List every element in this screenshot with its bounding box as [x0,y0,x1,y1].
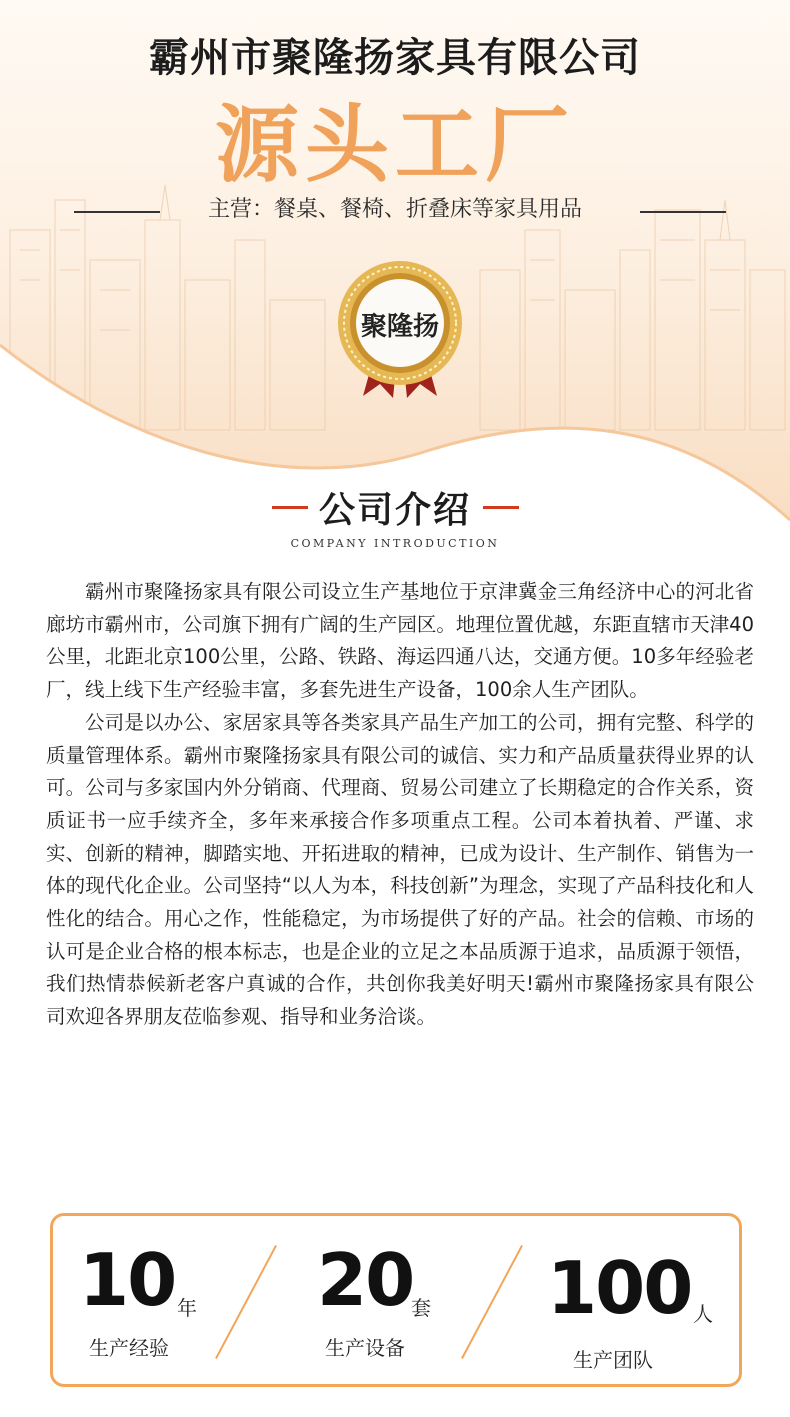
main-business-text: 主营：餐桌、餐椅、折叠床等家具用品 [207,197,582,222]
hero-banner [0,0,790,545]
stats-panel [50,1213,742,1387]
stat-experience-label: 生产经验 [89,1336,169,1360]
company-intro-text [46,576,754,1034]
stat-experience-number: 10 [79,1238,176,1322]
section-subtitle: COMPANY INTRODUCTION [290,537,500,550]
stat-team-number: 100 [547,1246,692,1330]
stat-equipment-number: 20 [317,1238,414,1322]
slogan-source-factory: 源头工厂 [214,96,575,194]
stat-equipment-unit: 套 [411,1296,431,1320]
intro-paragraph-2: 公司是以办公、家居家具等各类家具产品生产加工的公司，拥有完整、科学的质量管理体系。霸州市聚隆扬家具有限公司的诚信、实力和产品质量获得业界的认可。公司与多家国内外分销商、代理商、贸易公司建立了长期稳定的合作关系，资质证书一应手续齐全，多年来承接合作多项重点工程。公司本着执着、严谨、求实、创新的精神，脚踏实地、开拓进取的精神，已成为设计、生产制作、销售为一体的现代化企业。公司坚持“以人为本，科技创新”为理念，实现了产品科技化和人性化的结合。用心之作，性能稳定，为市场提供了好的产品。社会的信赖、市场的认可是企业合格的根本标志，也是企业的立足之本品质源于追求，品质源于领悟，我们热情恭候新老客户真诚的合作，共创你我美好明天!霸州市聚隆扬家具有限公司欢迎各界朋友莅临参观、指导和业务洽谈。 [46,710,754,1029]
divider-line-right [640,211,726,213]
stats-divider-1 [215,1245,277,1359]
stats-divider-2 [461,1245,523,1359]
stat-experience-unit: 年 [177,1296,197,1320]
company-name: 霸州市聚隆扬家具有限公司 [149,35,641,81]
section-title: 公司介绍 [318,490,471,531]
stat-equipment-label: 生产设备 [325,1336,405,1360]
stat-team-unit: 人 [693,1302,713,1326]
medal-brand-text: 聚隆扬 [360,312,439,342]
title-dash-right [483,506,519,509]
stat-team-label: 生产团队 [573,1348,653,1372]
intro-paragraph-1: 霸州市聚隆扬家具有限公司设立生产基地位于京津冀金三角经济中心的河北省廊坊市霸州市，公司旗下拥有广阔的生产园区。地理位置优越，东距直辖市天津40公里，北距北京100公里，公路、铁路、海运四通八达，交通方便。10多年经验老厂，线上线下生产经验丰富，多套先进生产设备，100余人生产团队。 [46,580,754,702]
